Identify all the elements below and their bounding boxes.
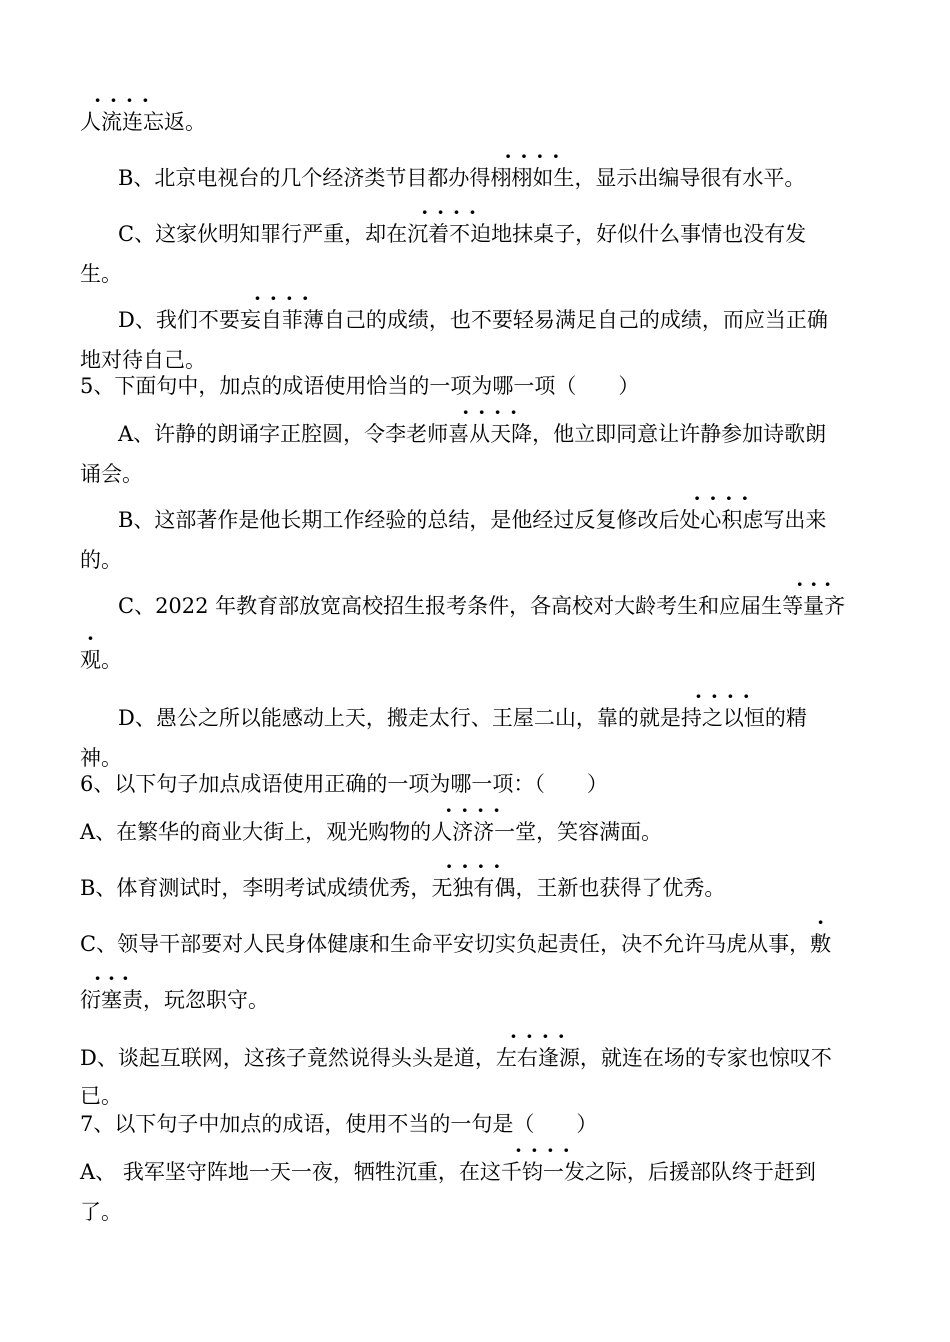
q4-option-d: D、我们不要· · 妄自菲薄自己的成绩，也不要轻易满足自己的成绩，而应当正确	[118, 306, 828, 334]
q7-stem: 7、以下句子中加点的成语，使用不当的一句是（ ）	[80, 1112, 598, 1136]
dotted-idiom: 敷	[810, 932, 832, 956]
q5-option-d: D、愚公之所以能感动上天，搬走太行、王屋二山，靠的就是· · 持之以恒的精	[118, 704, 807, 732]
dotted-idiom: · · · 衍塞责	[80, 986, 143, 1014]
q6-option-c-cont: · · · 衍塞责，玩忽职守。	[80, 986, 269, 1014]
dotted-idiom: · · 千钧一发	[501, 1158, 585, 1186]
dotted-idiom: · · 人流连忘	[80, 108, 164, 136]
dotted-idiom: · · 持之以恒	[681, 704, 765, 732]
q6-option-a: A、在繁华的商业大街上，观光购物的· · 人济济一堂，笑容满面。	[80, 818, 662, 846]
q6-option-d: D、谈起互联网，这孩子竟然说得头头是道，· · 左右逢源，就连在场的专家也惊叹不	[80, 1044, 832, 1072]
q7-option-a: A、 我军坚守阵地一天一夜，牺牲沉重，在这· · 千钧一发之际，后援部队终于赶到	[80, 1158, 816, 1186]
dotted-idiom: · · 妄自菲薄	[240, 306, 324, 334]
dotted-idiom: · · 栩栩如生	[490, 164, 574, 192]
q6-stem: 6、以下句子加点成语使用正确的一项为哪一项：（ ）	[80, 772, 608, 796]
dotted-idiom: · · 人济济一	[431, 818, 515, 846]
q5-option-b: B、这部著作是他长期工作经验的总结，是他经过反复修改后· · 处心积虑写出来	[118, 506, 826, 534]
q5-stem: 5、下面句中，加点的成语使用恰当的一项为哪一项（ ）	[80, 374, 640, 398]
q7-option-a-cont: 了。	[80, 1200, 122, 1224]
q5-option-a-cont: 诵会。	[80, 462, 143, 486]
q5-option-b-cont: 的。	[80, 548, 122, 572]
q5-option-d-cont: 神。	[80, 746, 122, 770]
dotted-idiom: · · 处心积虑	[679, 506, 763, 534]
q4-option-c: C、这家伙明知罪行严重，却在· · 沉着不迫地抹桌子，好似什么事情也没有发	[118, 220, 806, 248]
q4-option-b: B、北京电视台的几个经济类节目都办得· · 栩栩如生，显示出编导很有水平。	[118, 164, 805, 192]
dotted-idiom: · · · 等量齐	[782, 592, 845, 620]
q5-option-c-cont: 观。	[80, 648, 122, 672]
q6-option-c: C、领导干部要对人民身体健康和生命平安切实负起责任，决不允许马虎从事，敷	[80, 932, 832, 956]
q5-option-a: A、许静的朗诵字正腔圆，令李老师· · 喜从天降，他立即同意让许静参加诗歌朗	[118, 420, 826, 448]
q4-option-c-cont: 生。	[80, 262, 122, 286]
q5-option-c: C、2022 年教育部放宽高校招生报考条件，各高校对大龄考生和应届生· · · 等量齐	[118, 592, 845, 620]
q4-a-end: · · 人流连忘返。	[80, 108, 206, 136]
dotted-idiom: 观	[80, 648, 101, 672]
dotted-idiom: · · 无独有偶	[431, 874, 515, 902]
dotted-idiom: · · 喜从天降	[448, 420, 532, 448]
q6-option-b: B、体育测试时，李明考试成绩优秀，· · 无独有偶，王新也获得了优秀。	[80, 874, 725, 902]
dotted-idiom: · · 沉着不迫	[407, 220, 491, 248]
dotted-idiom: · · 左右逢源	[496, 1044, 580, 1072]
q6-option-d-cont: 已。	[80, 1084, 122, 1108]
q4-option-d-cont: 地对待自己。	[80, 348, 206, 372]
